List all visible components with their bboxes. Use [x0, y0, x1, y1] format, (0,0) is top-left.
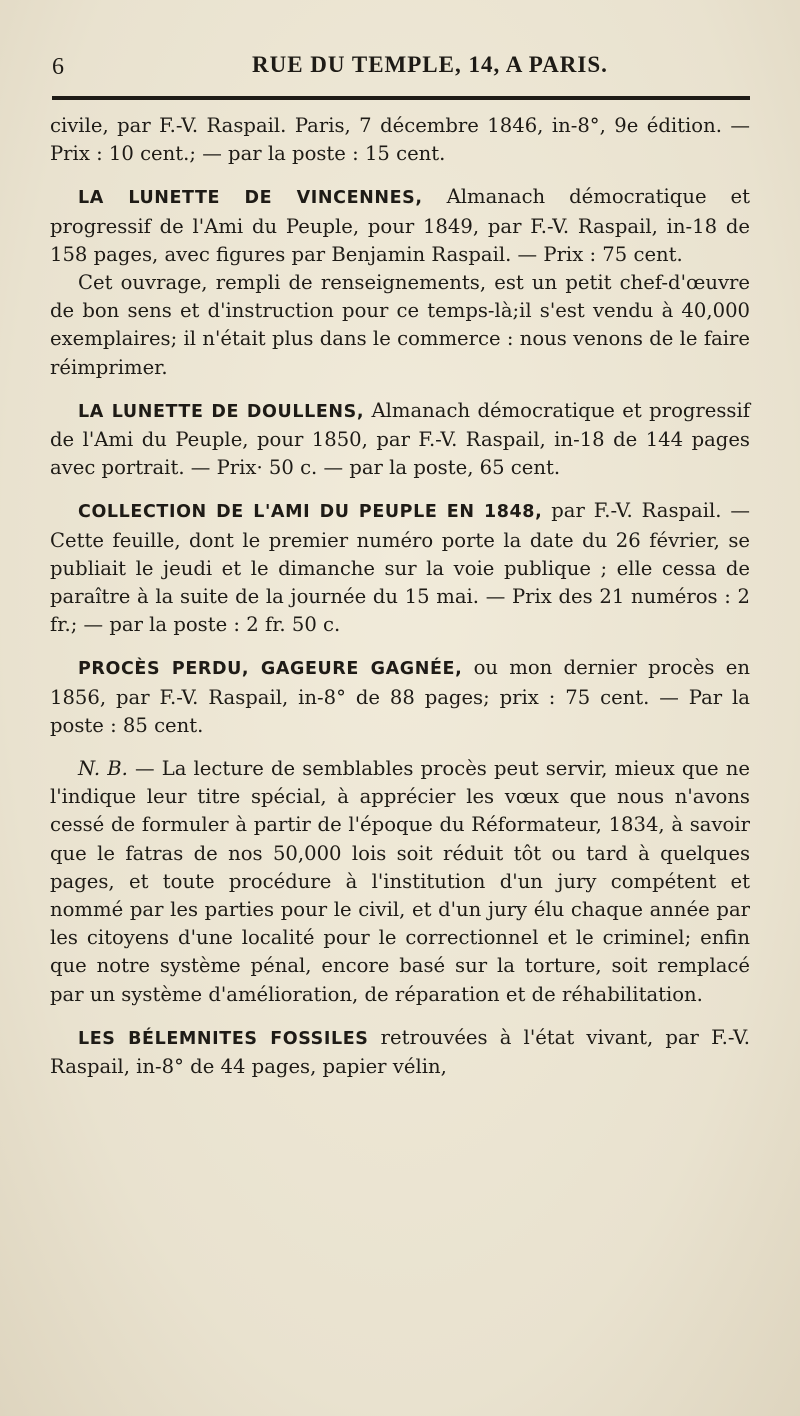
nota-bene	[50, 755, 750, 1009]
entry-title: LA LUNETTE DE VINCENNES,	[78, 188, 423, 209]
catalogue-text	[50, 112, 750, 1081]
page-number: 6	[52, 54, 64, 80]
entry-lunette-doullens	[50, 397, 750, 483]
entry-title: LA LUNETTE DE DOULLENS,	[78, 401, 365, 422]
entry-title: PROCÈS PERDU, GAGEURE GAGNÉE,	[78, 659, 463, 680]
note-label: N. B.	[78, 757, 128, 781]
entry-text: ou mon dernier procès en 1856, par F.-V. Raspail, in-8° de 88 pages; prix : 75 cent. — Par la poste : 85 cent.	[50, 656, 750, 737]
entry-text: retrouvées à l'état vivant, par F.-V. Raspail, in-8° de 44 pages, papier vélin,	[50, 1025, 750, 1079]
entry-title: LES BÉLEMNITES FOSSILES	[78, 1028, 369, 1049]
entry-continuation	[50, 112, 750, 168]
entry-note: Cet ouvrage, rempli de renseignements, est un petit chef-d'œuvre de bon sens et d'instruction pour ce temps-là;il s'est vendu à 40,000 exemplaires; il n'était plus dans le commerce : nous venons de le faire réimprimer.	[50, 271, 750, 379]
entry-text: Almanach démocratique et progressif de l'Ami du Peuple, pour 1850, par F.-V. Raspail, in-18 de 144 pages avec portrait. — Prix· 50 c. — par la poste, 65 cent.	[50, 398, 751, 480]
entry-text: Almanach démocratique et progressif de l'Ami du Peuple, pour 1849, par F.-V. Raspail, in-18 de 158 pages, avec figures par Benjamin Raspail. — Prix : 75 cent.	[50, 185, 750, 266]
entry-proces-perdu	[50, 654, 750, 740]
entry-lunette-vincennes	[50, 183, 750, 269]
running-title: RUE DU TEMPLE, 14, A PARIS.	[252, 52, 608, 77]
header-rule	[52, 96, 750, 100]
entry-belemnites-fossiles	[50, 1024, 750, 1081]
entry-text: civile, par F.-V. Raspail. Paris, 7 décembre 1846, in-8°, 9e édition. — Prix : 10 cent.; — par la poste : 15 cent.	[50, 114, 750, 166]
note-text: — La lecture de semblables procès peut servir, mieux que ne l'indique leur titre spécial, à apprécier les vœux que nous n'avons cessé de formuler à partir de l'époque du Réformateur, 1834, à savoir que le fatras de nos 50,000 lois soit réduit tôt ou tard à quelques pages, et toute procédure à l'institution d'un jury compétent et nommé par les parties pour le civil, et d'un jury élu chaque année par les citoyens d'une localité pour le correctionnel et le criminel; enfin que notre système pénal, encore basé sur la torture, soit remplacé par un système d'amélioration, de réparation et de réhabilitation.	[50, 757, 750, 1006]
entry-collection-ami-du-peuple	[50, 497, 750, 639]
entry-text: par F.-V. Raspail. — Cette feuille, dont le premier numéro porte la date du 26 février, se publiait le jeudi et le dimanche sur la voie publique ; elle cessa de paraître à la suite de la journée du 15 mai. — Prix des 21 numéros : 2 fr.; — par la poste : 2 fr. 50 c.	[50, 499, 751, 637]
running-head	[52, 52, 752, 86]
entry-title: COLLECTION DE L'AMI DU PEUPLE EN 1848,	[78, 502, 543, 523]
